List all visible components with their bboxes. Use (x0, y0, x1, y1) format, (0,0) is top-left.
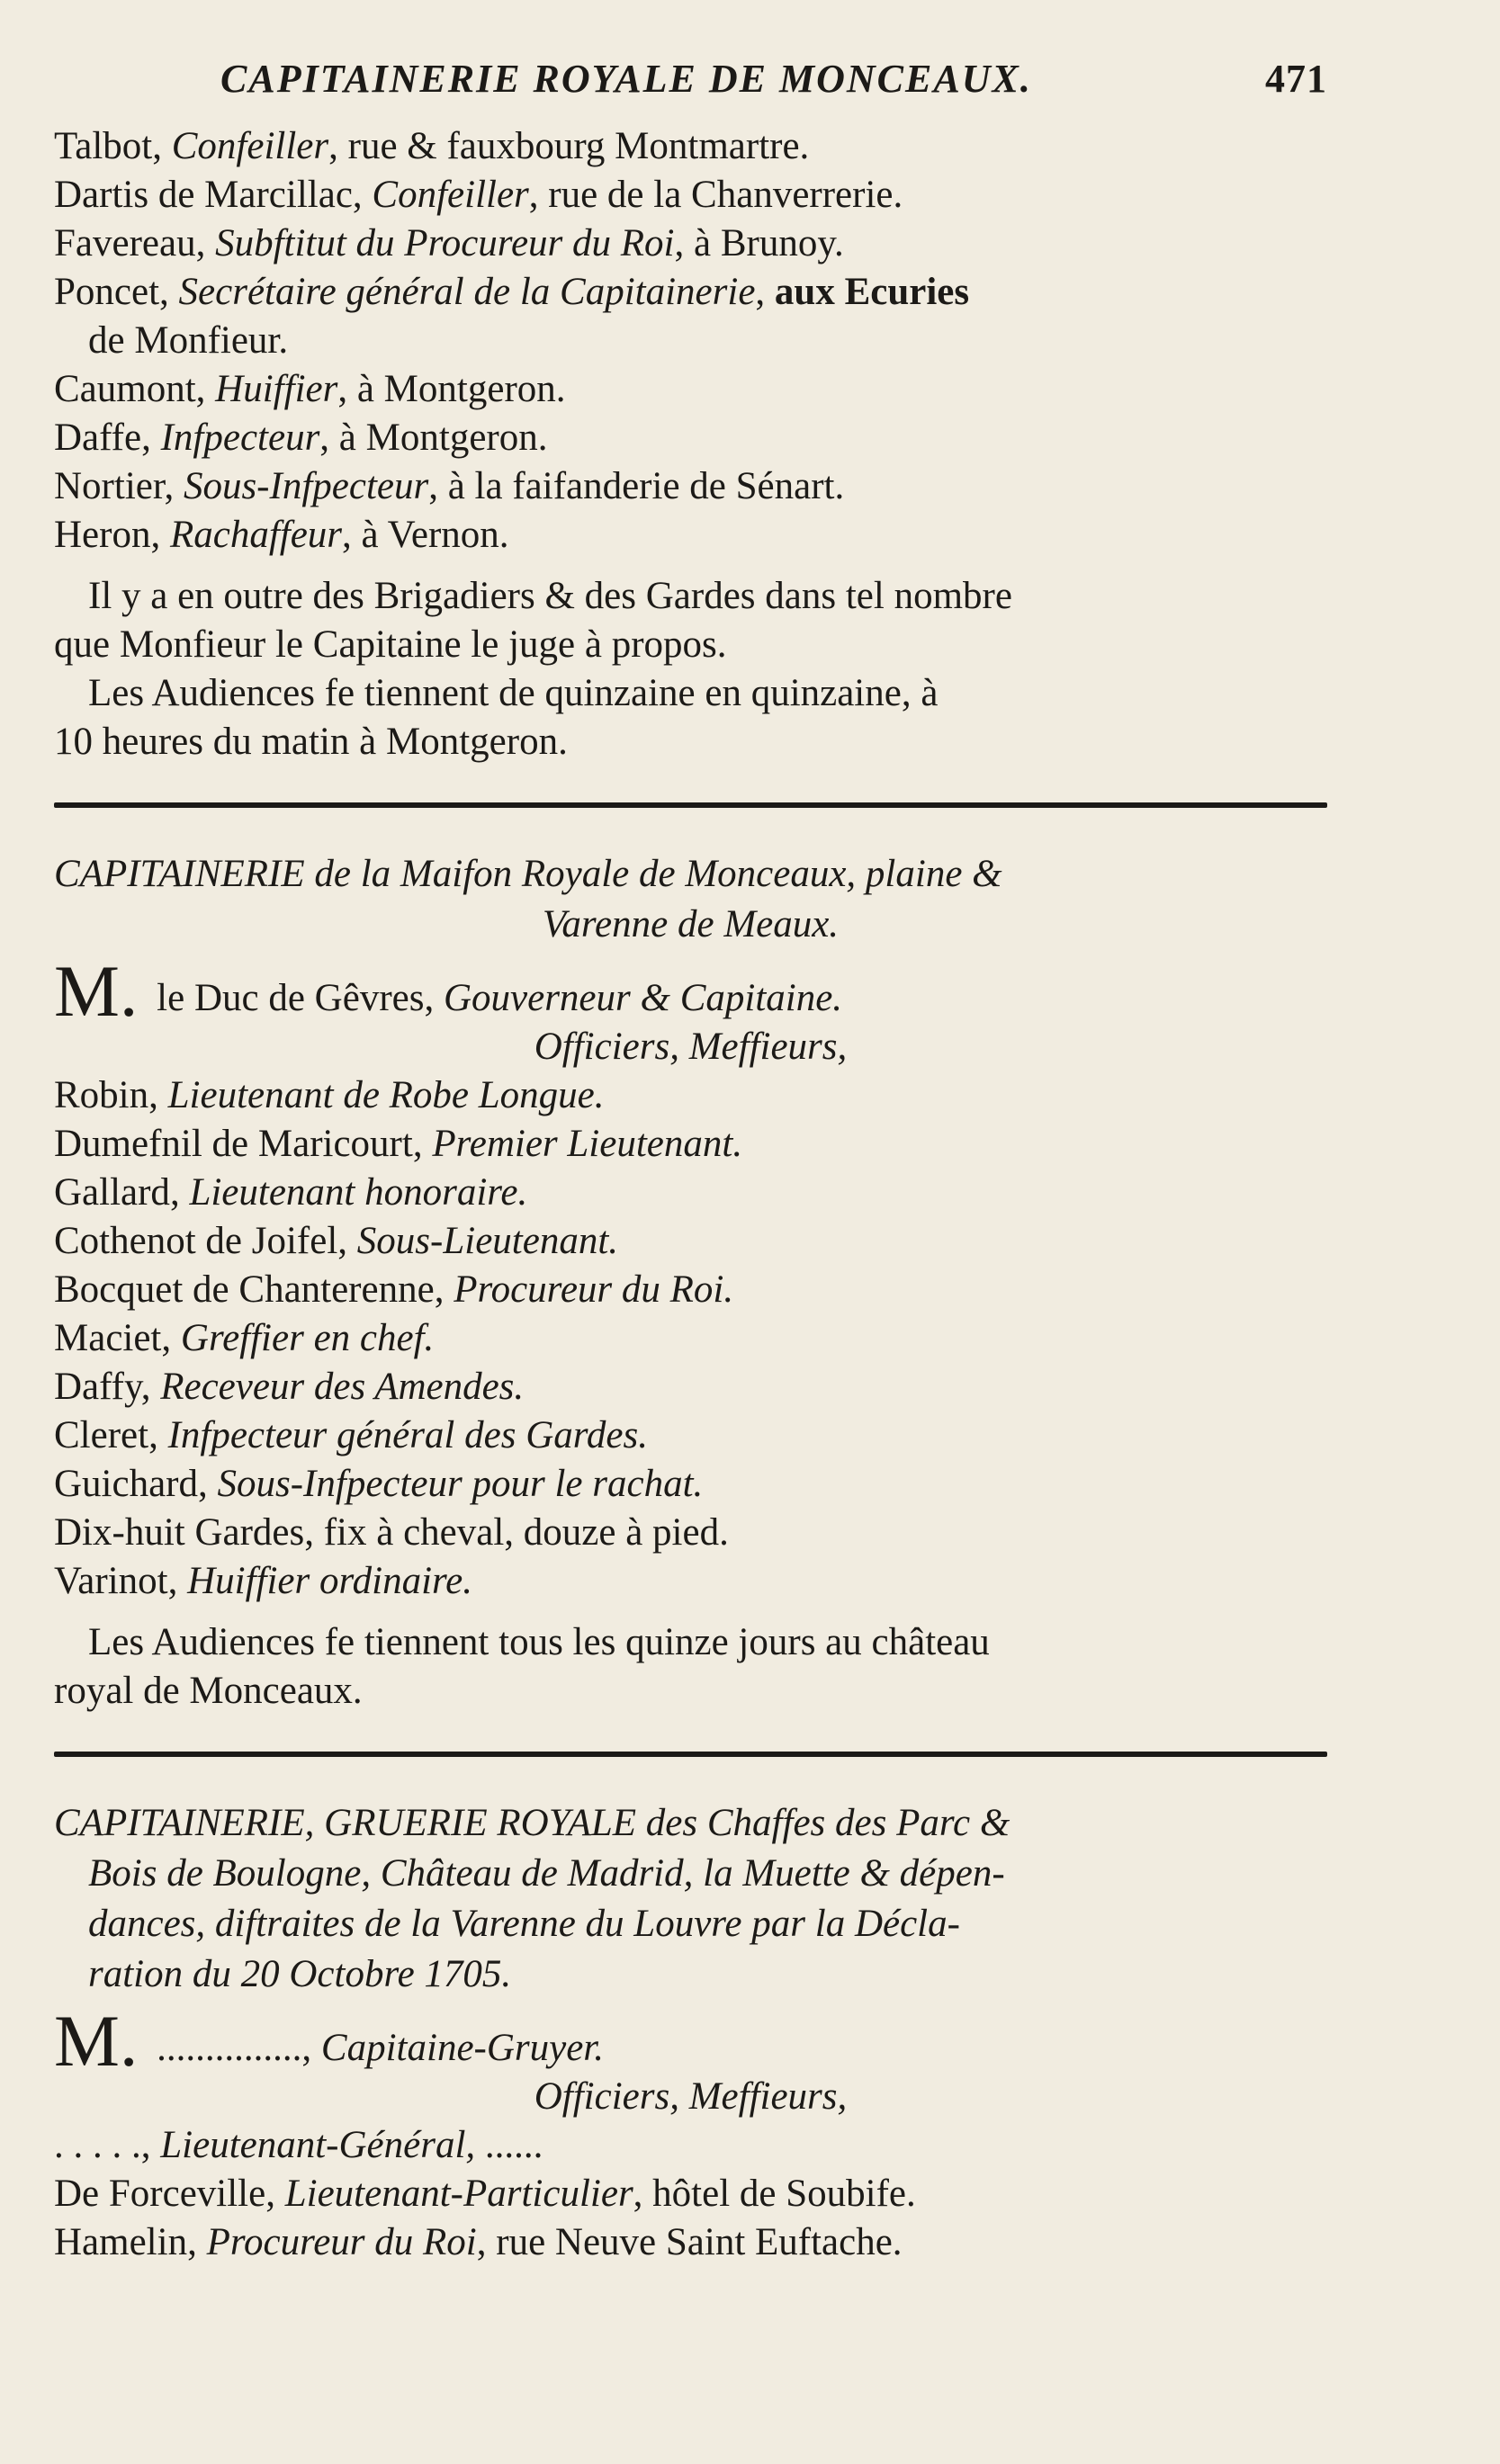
paragraph-line: royal de Monceaux. (54, 1670, 363, 1712)
drop-letter: M. (54, 950, 139, 1032)
section-title: CAPITAINERIE, GRUERIE ROYALE des Chaffes des Parc & (54, 1802, 1010, 1844)
section-title: Bois de Boulogne, Château de Madrid, la Muette & dépen- (88, 1852, 1005, 1895)
officer-entry: Daffe, Infpecteur, à Montgeron. (54, 417, 548, 459)
officer-entry: Cleret, Infpecteur général des Gardes. (54, 1414, 648, 1456)
captain-line: M. ..............., Capitaine-Gruyer. (54, 2000, 605, 2082)
section-title: CAPITAINERIE de la Maifon Royale de Monceaux, plaine & (54, 853, 1002, 895)
running-title: CAPITAINERIE ROYALE DE MONCEAUX. (220, 57, 1032, 101)
section2-officer-list (54, 1071, 1327, 1606)
officers-heading: Officiers, Meffieurs, (534, 2075, 848, 2118)
paragraph-line: 10 heures du matin à Montgeron. (54, 721, 568, 763)
officer-entry: Maciet, Greffier en chef. (54, 1317, 435, 1359)
officer-entry: Gallard, Lieutenant honoraire. (54, 1171, 528, 1214)
officer-entry: Poncet, Secrétaire général de la Capitainerie, aux Ecuries (54, 271, 970, 313)
officer-entry: Cothenot de Joifel, Sous-Lieutenant. (54, 1220, 619, 1262)
section-divider (54, 802, 1327, 808)
officer-entry: Bocquet de Chanterenne, Procureur du Roi. (54, 1268, 734, 1311)
officer-entry: Nortier, Sous-Infpecteur, à la faifanderie de Sénart. (54, 465, 845, 507)
section-title: Varenne de Meaux. (542, 903, 840, 945)
page-number: 471 (1265, 57, 1327, 101)
officers-heading: Officiers, Meffieurs, (534, 1026, 848, 1068)
officer-entry: Robin, Lieutenant de Robe Longue. (54, 1074, 605, 1116)
section-title: dances, diftraites de la Varenne du Louvre par la Décla- (88, 1903, 960, 1945)
paragraph-line: Il y a en outre des Brigadiers & des Gardes dans tel nombre (88, 575, 1012, 617)
officer-entry: Varinot, Huiffier ordinaire. (54, 1560, 473, 1602)
section-divider (54, 1752, 1327, 1757)
officer-entry: Favereau, Subftitut du Procureur du Roi, à Brunoy. (54, 222, 844, 264)
running-head (54, 56, 1327, 110)
officer-entry: Heron, Rachaffeur, à Vernon. (54, 514, 509, 556)
officer-entry-continuation: de Monfieur. (88, 319, 289, 362)
officer-entry: Dartis de Marcillac, Confeiller, rue de la Chanverrerie. (54, 174, 903, 216)
captain-line: M. le Duc de Gêvres, Gouverneur & Capitaine. (54, 950, 843, 1032)
officer-entry: Daffy, Receveur des Amendes. (54, 1366, 525, 1408)
gardes-line: Dix-huit Gardes, fix à cheval, douze à pied. (54, 1511, 729, 1554)
officer-entry: Talbot, Confeiller, rue & fauxbourg Montmartre. (54, 125, 810, 167)
officer-entry: Guichard, Sous-Infpecteur pour le rachat. (54, 1463, 704, 1505)
officer-entry: Dumefnil de Maricourt, Premier Lieutenant. (54, 1123, 743, 1165)
paragraph-line: Les Audiences fe tiennent tous les quinze jours au château (88, 1621, 990, 1663)
paragraph-line: que Monfieur le Capitaine le juge à propos. (54, 623, 727, 666)
officer-entry: De Forceville, Lieutenant-Particulier, hôtel de Soubife. (54, 2173, 916, 2215)
officer-entry: . . . . ., Lieutenant-Général, ...... (54, 2124, 543, 2166)
paragraph-line: Les Audiences fe tiennent de quinzaine en quinzaine, à (88, 672, 939, 714)
officer-entry: Hamelin, Procureur du Roi, rue Neuve Saint Euftache. (54, 2221, 903, 2263)
page-content (54, 122, 1327, 2267)
section1-officer-list (54, 122, 1327, 560)
officer-entry: Caumont, Huiffier, à Montgeron. (54, 368, 566, 410)
drop-letter: M. (54, 2000, 139, 2082)
section-title: ration du 20 Octobre 1705. (88, 1953, 512, 1995)
